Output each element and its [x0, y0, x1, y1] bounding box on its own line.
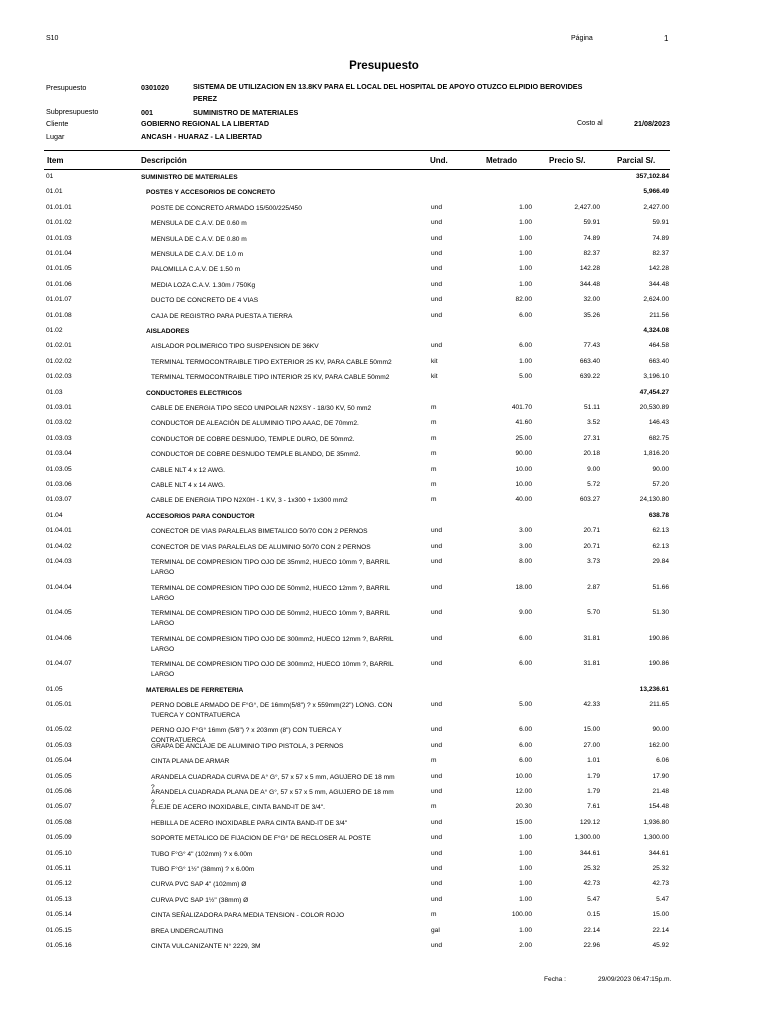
row-parcial: 13,236.61	[639, 685, 669, 693]
row-description: CONDUCTORES ELECTRICOS	[146, 389, 242, 397]
row-item-code: 01.03.06	[46, 481, 72, 488]
row-unit: und	[431, 542, 443, 550]
row-unit: gal	[431, 926, 440, 934]
row-precio: 1.79	[587, 788, 600, 795]
row-metrado: 6.00	[519, 342, 532, 350]
row-metrado: 25.00	[515, 434, 532, 442]
row-unit: m	[431, 481, 437, 488]
row-unit: und	[431, 942, 443, 949]
row-metrado: 100.00	[511, 911, 532, 919]
row-precio: 603.27	[579, 496, 600, 504]
row-item-code: 01.05.16	[46, 942, 72, 949]
row-metrado: 90.00	[515, 450, 532, 458]
col-und: Und.	[430, 156, 448, 165]
row-metrado: 20.30	[515, 803, 532, 811]
row-unit: m	[431, 434, 437, 442]
row-unit: m	[431, 803, 437, 811]
row-metrado: 5.00	[519, 373, 532, 381]
presupuesto-description: SISTEMA DE UTILIZACION EN 13.8KV PARA EL LOCAL DEL HOSPITAL DE APOYO OTUZCO ELPIDIO BEROVIDES PEREZ	[193, 82, 583, 103]
row-unit: und	[431, 311, 443, 319]
col-metrado: Metrado	[486, 156, 518, 165]
row-item-code: 01.01.05	[46, 265, 72, 273]
row-precio: 663.40	[579, 357, 600, 365]
row-unit: m	[431, 496, 437, 504]
row-item-code: 01.01.01	[46, 203, 72, 211]
row-metrado: 1.00	[519, 849, 532, 857]
row-precio: 74.89	[583, 234, 600, 242]
row-metrado: 82.00	[515, 296, 532, 304]
row-parcial: 464.58	[648, 342, 669, 350]
row-precio: 82.37	[583, 250, 600, 257]
row-description: CINTA VULCANIZANTE N° 2229, 3M	[151, 943, 261, 950]
row-metrado: 2.00	[519, 942, 532, 949]
row-metrado: 1.00	[519, 865, 532, 872]
row-item-code: 01.04.02	[46, 542, 72, 550]
row-metrado: 1.00	[519, 357, 532, 365]
row-unit: kit	[431, 357, 438, 365]
row-unit: und	[431, 772, 443, 780]
row-parcial: 211.65	[649, 700, 669, 708]
row-parcial: 90.00	[652, 465, 669, 473]
costo-date: 21/08/2023	[634, 119, 670, 128]
row-unit: m	[431, 450, 437, 458]
row-metrado: 1.00	[519, 880, 532, 888]
row-metrado: 6.00	[519, 660, 532, 667]
row-parcial: 20,530.89	[639, 404, 669, 411]
row-item-code: 01.05.04	[46, 757, 72, 765]
row-unit: und	[431, 234, 443, 242]
row-metrado: 10.00	[515, 481, 532, 488]
row-precio: 5.72	[587, 481, 600, 488]
row-parcial: 15.00	[652, 911, 669, 919]
row-parcial: 42.73	[652, 880, 669, 888]
row-precio: 639.22	[579, 373, 600, 381]
row-unit: und	[431, 280, 443, 288]
row-parcial: 90.00	[652, 726, 669, 734]
row-parcial: 6.06	[656, 757, 669, 765]
row-description: CINTA PLANA DE ARMAR	[151, 758, 230, 766]
row-metrado: 1.00	[519, 280, 532, 288]
row-metrado: 1.00	[519, 203, 532, 211]
row-precio: 31.81	[583, 634, 600, 642]
row-item-code: 01.05.14	[46, 911, 72, 919]
row-item-code: 01.02.02	[46, 357, 72, 365]
col-item: Item	[47, 156, 64, 165]
row-item-code: 01.01.04	[46, 250, 72, 257]
row-item-code: 01.05.05	[46, 772, 72, 780]
cliente-value: GOBIERNO REGIONAL LA LIBERTAD	[141, 119, 270, 128]
row-item-code: 01.03.03	[46, 434, 72, 442]
row-description: FLEJE DE ACERO INOXIDABLE, CINTA BAND-IT DE 3/4".	[151, 804, 325, 812]
row-parcial: 74.89	[652, 234, 669, 242]
row-precio: 22.14	[583, 926, 600, 934]
row-metrado: 6.00	[519, 757, 532, 765]
row-precio: 0.15	[587, 911, 600, 919]
row-precio: 2,427.00	[574, 203, 600, 211]
row-description: CONECTOR DE VIAS PARALELAS BIMETALICO 50/70 CON 2 PERNOS	[151, 528, 368, 536]
row-parcial: 62.13	[652, 527, 669, 535]
row-precio: 35.26	[583, 311, 600, 319]
row-metrado: 18.00	[515, 583, 532, 591]
row-unit: und	[431, 609, 443, 616]
row-item-code: 01.04.04	[46, 583, 72, 591]
row-precio: 1.79	[587, 772, 600, 780]
row-description: SUMINISTRO DE MATERIALES	[141, 174, 238, 181]
row-description: CONDUCTOR DE ALEACIÓN DE ALUMINIO TIPO AAAC, DE 70mm2.	[151, 420, 359, 428]
row-item-code: 01.05.07	[46, 803, 72, 811]
row-metrado: 401.70	[511, 404, 532, 411]
row-parcial: 45.92	[652, 942, 669, 949]
row-description: CONDUCTOR DE COBRE DESNUDO, TEMPLE DURO, DE 50mm2.	[151, 435, 355, 443]
row-item-code: 01.01.08	[46, 311, 72, 319]
row-parcial: 51.30	[652, 609, 669, 616]
cliente-label: Cliente	[46, 119, 69, 128]
row-item-code: 01.04.06	[46, 634, 72, 642]
row-description: TERMINAL DE COMPRESION TIPO OJO DE 50mm2, HUECO 12mm ?, BARRIL LARGO	[151, 584, 390, 602]
row-parcial: 29.84	[652, 558, 669, 565]
row-metrado: 15.00	[515, 818, 532, 826]
row-description: ACCESORIOS PARA CONDUCTOR	[146, 512, 255, 520]
row-description: CURVA PVC SAP 4" (102mm) Ø	[151, 881, 247, 889]
row-precio: 344.61	[579, 849, 600, 857]
row-metrado: 1.00	[519, 895, 532, 903]
row-metrado: 12.00	[515, 788, 532, 795]
row-item-code: 01.03.01	[46, 404, 72, 411]
row-metrado: 6.00	[519, 741, 532, 749]
row-description: CAJA DE REGISTRO PARA PUESTA A TIERRA	[151, 312, 293, 320]
row-unit: und	[431, 700, 443, 708]
row-precio: 15.00	[583, 726, 600, 734]
row-metrado: 6.00	[519, 726, 532, 734]
row-item-code: 01.05.06	[46, 788, 72, 795]
row-description: MENSULA DE C.A.V. DE 0.60 m	[151, 220, 247, 228]
row-parcial: 2,624.00	[643, 296, 669, 304]
row-parcial: 142.28	[648, 265, 669, 273]
row-unit: und	[431, 818, 443, 826]
row-parcial: 21.48	[652, 788, 669, 795]
row-precio: 5.70	[587, 609, 600, 616]
row-unit: m	[431, 465, 437, 473]
row-parcial: 24,130.80	[639, 496, 669, 504]
row-unit: und	[431, 219, 443, 227]
row-metrado: 10.00	[515, 465, 532, 473]
row-metrado: 1.00	[519, 250, 532, 257]
row-unit: und	[431, 849, 443, 857]
row-precio: 3.52	[587, 419, 600, 427]
row-description: GRAPA DE ANCLAJE DE ALUMINIO TIPO PISTOLA, 3 PERNOS	[151, 742, 344, 750]
subpresupuesto-code: 001	[141, 108, 153, 117]
row-precio: 32.00	[583, 296, 600, 304]
row-precio: 77.43	[583, 342, 600, 350]
row-item-code: 01.01.03	[46, 234, 72, 242]
row-unit: und	[431, 895, 443, 903]
row-parcial: 25.32	[652, 865, 669, 872]
row-parcial: 638.78	[648, 511, 669, 519]
row-parcial: 2,427.00	[643, 203, 669, 211]
row-description: TERMINAL DE COMPRESION TIPO OJO DE 300mm2, HUECO 12mm ?, BARRIL LARGO	[151, 635, 394, 653]
row-precio: 20.71	[583, 542, 600, 550]
row-parcial: 47,454.27	[639, 388, 669, 396]
row-precio: 344.48	[579, 280, 600, 288]
subpresupuesto-description: SUMINISTRO DE MATERIALES	[193, 108, 299, 117]
row-item-code: 01.02.03	[46, 373, 72, 381]
row-description: CABLE DE ENERGIA TIPO N2X0H - 1 KV, 3 - 1x300 + 1x300 mm2	[151, 497, 348, 505]
row-unit: m	[431, 419, 437, 427]
row-parcial: 1,936.80	[643, 818, 669, 826]
row-parcial: 663.40	[648, 357, 669, 365]
row-unit: kit	[431, 373, 438, 381]
row-precio: 5.47	[587, 895, 600, 903]
row-description: ARANDELA CUADRADA PLANA DE A° G°, 57 x 57 x 5 mm, AGUJERO DE 18 mm ?	[151, 789, 394, 806]
row-description: MENSULA DE C.A.V. DE 1.0 m	[151, 251, 244, 258]
presupuesto-label: Presupuesto	[46, 83, 87, 92]
row-precio: 20.71	[583, 527, 600, 535]
row-parcial: 17.90	[652, 772, 669, 780]
row-unit: und	[431, 634, 443, 642]
row-metrado: 40.00	[515, 496, 532, 504]
row-item-code: 01.03.02	[46, 419, 72, 427]
row-description: CONDUCTOR DE COBRE DESNUDO TEMPLE BLANDO, DE 35mm2.	[151, 451, 361, 459]
fecha-value: 29/09/2023 06:47:15p.m.	[598, 976, 672, 983]
row-item-code: 01.05.12	[46, 880, 72, 888]
row-item-code: 01.04.07	[46, 660, 72, 667]
row-item-code: 01.05.09	[46, 834, 72, 842]
row-description: TUBO F°G° 1½" (38mm) ? x 6.00m	[151, 866, 255, 873]
row-description: CINTA SEÑALIZADORA PARA MEDIA TENSION - COLOR ROJO	[151, 912, 345, 920]
row-description: CABLE DE ENERGIA TIPO SECO UNIPOLAR N2XSY - 18/30 KV, 50 mm2	[151, 405, 372, 412]
row-precio: 59.91	[583, 219, 600, 227]
row-parcial: 190.86	[648, 634, 669, 642]
row-description: DUCTO DE CONCRETO DE 4 VIAS	[151, 297, 259, 305]
row-item-code: 01.05.01	[46, 700, 72, 708]
row-description: MEDIA LOZA C.A.V. 1.30m / 750Kg	[151, 281, 256, 289]
row-unit: und	[431, 296, 443, 304]
presupuesto-code: 0301020	[141, 83, 169, 92]
row-precio: 1,300.00	[574, 834, 600, 842]
row-metrado: 3.00	[519, 542, 532, 550]
row-precio: 142.28	[579, 265, 600, 273]
row-item-code: 01.05.02	[46, 726, 72, 734]
row-parcial: 357,102.84	[635, 173, 669, 180]
lugar-value: ANCASH - HUARAZ - LA LIBERTAD	[141, 132, 262, 141]
row-metrado: 1.00	[519, 834, 532, 842]
row-metrado: 1.00	[519, 265, 532, 273]
row-item-code: 01.03.07	[46, 496, 72, 504]
row-parcial: 82.37	[652, 250, 669, 257]
row-description: TERMINAL DE COMPRESION TIPO OJO DE 35mm2, HUECO 10mm ?, BARRIL LARGO	[151, 559, 390, 576]
row-unit: und	[431, 583, 443, 591]
row-item-code: 01.04.05	[46, 609, 72, 616]
row-precio: 1.01	[587, 757, 600, 765]
row-unit: und	[431, 880, 443, 888]
row-precio: 25.32	[583, 865, 600, 872]
row-item-code: 01	[46, 173, 54, 180]
row-parcial: 146.43	[648, 419, 669, 427]
row-description: AISLADORES	[146, 328, 190, 335]
row-unit: und	[431, 527, 443, 535]
row-parcial: 211.56	[649, 311, 669, 319]
row-item-code: 01.01.07	[46, 296, 72, 304]
row-description: ARANDELA CUADRADA CURVA DE A° G°, 57 x 57 x 5 mm, AGUJERO DE 18 mm ?	[151, 773, 395, 791]
row-parcial: 51.66	[652, 583, 669, 591]
row-description: PALOMILLA C.A.V. DE 1.50 m	[151, 266, 241, 274]
page-label: Página	[571, 35, 593, 42]
fecha-label: Fecha :	[544, 976, 566, 983]
row-metrado: 8.00	[519, 558, 532, 565]
row-item-code: 01.05.13	[46, 895, 72, 903]
row-parcial: 57.20	[652, 481, 669, 488]
row-precio: 129.12	[579, 818, 600, 826]
row-item-code: 01.02	[46, 327, 63, 334]
row-metrado: 5.00	[519, 700, 532, 708]
table-header	[44, 150, 670, 170]
row-metrado: 41.60	[515, 419, 532, 427]
row-unit: m	[431, 404, 437, 411]
row-item-code: 01.04	[46, 511, 63, 519]
row-precio: 31.81	[583, 660, 600, 667]
row-unit: und	[431, 342, 443, 350]
row-metrado: 10.00	[515, 772, 532, 780]
row-parcial: 3,196.10	[643, 373, 669, 381]
row-metrado: 1.00	[519, 926, 532, 934]
row-description: HEBILLA DE ACERO INOXIDABLE PARA CINTA BAND-IT DE 3/4"	[151, 819, 348, 827]
row-precio: 51.11	[583, 404, 600, 411]
row-parcial: 162.00	[648, 741, 669, 749]
row-metrado: 9.00	[519, 609, 532, 616]
row-precio: 22.96	[583, 942, 600, 949]
row-precio: 2.87	[587, 583, 600, 591]
row-parcial: 154.48	[648, 803, 669, 811]
row-item-code: 01.03.04	[46, 450, 72, 458]
row-precio: 42.33	[583, 700, 600, 708]
row-metrado: 1.00	[519, 234, 532, 242]
row-description: POSTE DE CONCRETO ARMADO 15/500/225/450	[151, 204, 302, 212]
row-description: SOPORTE METALICO DE FIJACION DE F°G° DE RECLOSER AL POSTE	[151, 835, 371, 843]
lugar-label: Lugar	[46, 132, 65, 141]
row-metrado: 3.00	[519, 527, 532, 535]
row-parcial: 1,816.20	[643, 450, 669, 458]
row-metrado: 1.00	[519, 219, 532, 227]
row-parcial: 344.48	[648, 280, 669, 288]
row-description: BREA UNDERCAUTING	[151, 927, 224, 935]
row-metrado: 6.00	[519, 634, 532, 642]
row-unit: und	[431, 250, 443, 257]
row-description: CURVA PVC SAP 1½" (38mm) Ø	[151, 896, 249, 904]
row-unit: und	[431, 726, 443, 734]
row-description: CONECTOR DE VIAS PARALELAS DE ALUMINIO 50/70 CON 2 PERNOS	[151, 543, 371, 551]
row-unit: und	[431, 834, 443, 842]
row-parcial: 62.13	[652, 542, 669, 550]
row-item-code: 01.02.01	[46, 342, 72, 350]
row-description: TUBO F°G° 4" (102mm) ? x 6.00m	[151, 850, 253, 858]
row-item-code: 01.05.11	[46, 865, 72, 872]
costo-label: Costo al	[577, 120, 603, 127]
row-unit: m	[431, 757, 437, 765]
row-item-code: 01.01	[46, 188, 63, 196]
row-item-code: 01.04.01	[46, 527, 72, 535]
row-parcial: 5.47	[656, 895, 669, 903]
row-unit: und	[431, 660, 443, 667]
row-precio: 7.61	[587, 803, 600, 811]
row-description: TERMINAL DE COMPRESION TIPO OJO DE 300mm2, HUECO 10mm ?, BARRIL LARGO	[151, 661, 394, 678]
row-unit: und	[431, 203, 443, 211]
row-description: TERMINAL TERMOCONTRAIBLE TIPO EXTERIOR 25 KV, PARA CABLE 50mm2	[151, 358, 392, 366]
row-parcial: 22.14	[652, 926, 669, 934]
row-description: TERMINAL TERMOCONTRAIBLE TIPO INTERIOR 25 KV, PARA CABLE 50mm2	[151, 374, 390, 382]
row-item-code: 01.03	[46, 388, 63, 396]
row-item-code: 01.04.03	[46, 558, 72, 565]
col-descripcion: Descripción	[141, 156, 187, 165]
row-precio: 27.00	[583, 741, 600, 749]
row-precio: 20.18	[583, 450, 600, 458]
row-item-code: 01.03.05	[46, 465, 72, 473]
row-item-code: 01.05.03	[46, 741, 72, 749]
page-number: 1	[664, 34, 669, 43]
row-precio: 3.73	[587, 558, 600, 565]
row-parcial: 5,966.49	[643, 188, 669, 196]
row-description: TERMINAL DE COMPRESION TIPO OJO DE 50mm2, HUECO 10mm ?, BARRIL LARGO	[151, 610, 390, 627]
row-parcial: 344.61	[648, 849, 669, 857]
report-code: S10	[46, 35, 59, 42]
row-metrado: 6.00	[519, 311, 532, 319]
row-description: CABLE NLT 4 x 14 AWG.	[151, 482, 225, 489]
row-parcial: 682.75	[648, 434, 669, 442]
row-item-code: 01.05.15	[46, 926, 72, 934]
row-description: CABLE NLT 4 x 12 AWG.	[151, 466, 225, 474]
row-item-code: 01.01.02	[46, 219, 72, 227]
row-unit: m	[431, 911, 437, 919]
row-description: AISLADOR POLIMERICO TIPO SUSPENSION DE 36KV	[151, 343, 319, 351]
row-item-code: 01.01.06	[46, 280, 72, 288]
row-description: POSTES Y ACCESORIOS DE CONCRETO	[146, 189, 276, 197]
row-parcial: 4,324.08	[643, 327, 669, 334]
row-description: PERNO DOBLE ARMADO DE F°G°, DE 16mm(5/8") ? x 559mm(22") LONG. CON TUERCA Y CONTRATUERCA	[151, 701, 393, 719]
row-description: PERNO OJO F°G° 16mm (5/8") ? x 203mm (8") CON TUERCA Y CONTRATUERCA	[151, 727, 342, 745]
row-description: MATERIALES DE FERRETERIA	[146, 686, 244, 694]
subpresupuesto-label: Subpresupuesto	[46, 107, 99, 116]
row-precio: 42.73	[583, 880, 600, 888]
row-unit: und	[431, 265, 443, 273]
row-unit: und	[431, 558, 443, 565]
page-title: Presupuesto	[349, 60, 419, 72]
row-precio: 9.00	[587, 465, 600, 473]
col-parcial: Parcial S/.	[617, 156, 656, 165]
row-item-code: 01.05	[46, 685, 63, 693]
row-item-code: 01.05.10	[46, 849, 72, 857]
row-description: MENSULA DE C.A.V. DE 0.80 m	[151, 235, 247, 243]
row-unit: und	[431, 865, 443, 872]
col-precio: Precio S/.	[549, 156, 586, 165]
row-precio: 27.31	[583, 434, 600, 442]
row-unit: und	[431, 741, 443, 749]
row-item-code: 01.05.08	[46, 818, 72, 826]
row-unit: und	[431, 788, 443, 795]
row-parcial: 190.86	[648, 660, 669, 667]
row-parcial: 1,300.00	[643, 834, 669, 842]
row-parcial: 59.91	[652, 219, 669, 227]
